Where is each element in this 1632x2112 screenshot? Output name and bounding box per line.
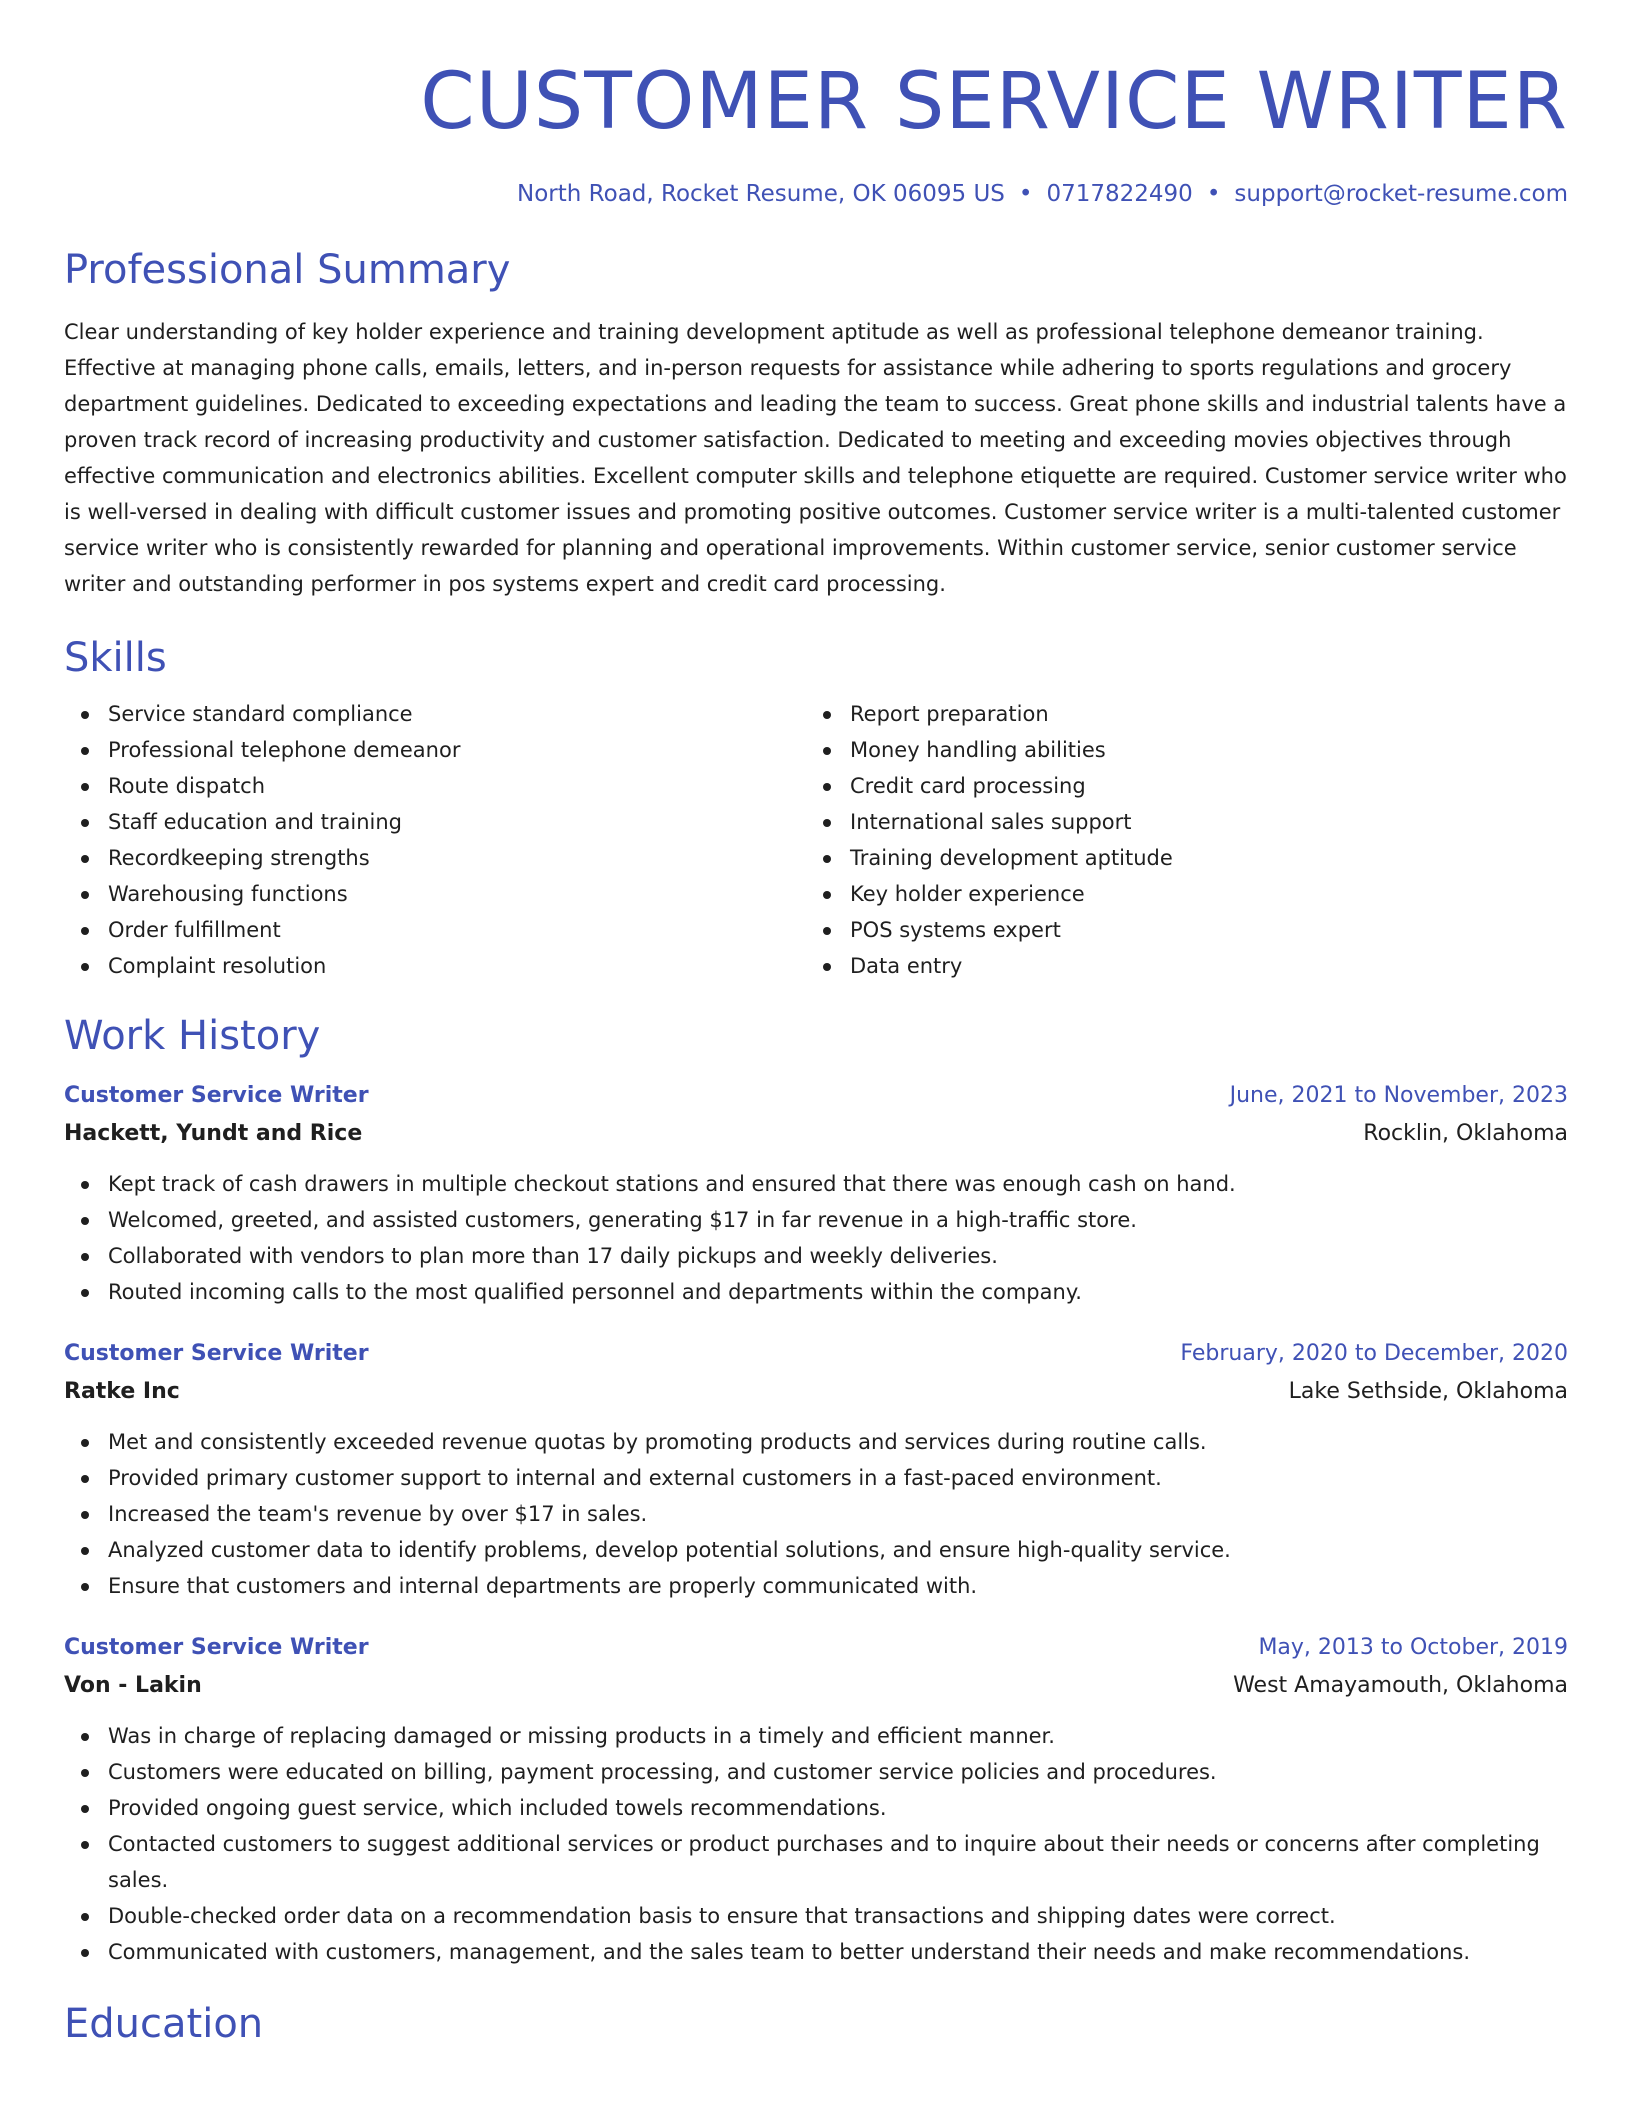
- job-entry: [64, 1336, 1568, 1604]
- job-bullet: Provided ongoing guest service, which included towels recommendations.: [64, 1790, 1568, 1826]
- skills-columns: [64, 696, 1568, 984]
- job-bullet: Contacted customers to suggest additional services or product purchases and to inquire about their needs or concerns after completing sales.: [64, 1826, 1568, 1898]
- skill-item: Key holder experience: [806, 876, 1548, 912]
- job-bullet: Was in charge of replacing damaged or missing products in a timely and efficient manner.: [64, 1718, 1568, 1754]
- job-bullet: Routed incoming calls to the most qualified personnel and departments within the company.: [64, 1274, 1568, 1310]
- job-location: Rocklin, Oklahoma: [1363, 1121, 1568, 1146]
- contact-separator: •: [1018, 181, 1033, 207]
- job-bullet: Kept track of cash drawers in multiple checkout stations and ensured that there was enough cash on hand.: [64, 1166, 1568, 1202]
- skill-item: Warehousing functions: [64, 876, 806, 912]
- skill-item: Complaint resolution: [64, 948, 806, 984]
- summary-heading: Professional Summary: [64, 247, 511, 293]
- skill-item: POS systems expert: [806, 912, 1548, 948]
- job-bullet: Communicated with customers, management, and the sales team to better understand their needs and make recommendations.: [64, 1934, 1568, 1970]
- job-bullet: Increased the team's revenue by over $17 in sales.: [64, 1496, 1568, 1532]
- job-bullet: Met and consistently exceeded revenue quotas by promoting products and services during routine calls.: [64, 1424, 1568, 1460]
- skill-item: Recordkeeping strengths: [64, 840, 806, 876]
- job-company: Ratke Inc: [64, 1379, 180, 1404]
- job-title: Customer Service Writer: [64, 1341, 369, 1366]
- job-location: West Amayamouth, Oklahoma: [1233, 1673, 1568, 1698]
- job-subheader: [64, 1372, 1568, 1412]
- skill-item: Route dispatch: [64, 768, 806, 804]
- summary-text: Clear understanding of key holder experience and training development aptitude as well as professional telephone demeanor training. Effective at managing phone calls, emails, letters, and in-person requests for assistance while adhering to sports regulations and grocery department guidelines. Dedicated to exceeding expectations and leading the team to success. Great phone skills and industrial talents have a proven track record of increasing productivity and customer satisfaction. Dedicated to meeting and exceeding movies objectives through effective communication and electronics abilities. Excellent computer skills and telephone etiquette are required. Customer service writer who is well-versed in dealing with difficult customer issues and promoting positive outcomes. Customer service writer is a multi-talented customer service writer who is consistently rewarded for planning and operational improvements. Within customer service, senior customer service writer and outstanding performer in pos systems expert and credit card processing.: [64, 320, 1567, 596]
- job-bullet: Double-checked order data on a recommendation basis to ensure that transactions and shipping dates were correct.: [64, 1898, 1568, 1934]
- skill-item: Money handling abilities: [806, 732, 1548, 768]
- job-company: Hackett, Yundt and Rice: [64, 1121, 363, 1146]
- job-header: [64, 1078, 1568, 1114]
- job-entry: [64, 1630, 1568, 1970]
- resume-name: CUSTOMER SERVICE WRITER: [420, 57, 1568, 147]
- skill-item: Report preparation: [806, 696, 1548, 732]
- work-history-heading: Work History: [64, 1013, 321, 1059]
- job-dates: May, 2013 to October, 2019: [1258, 1635, 1568, 1660]
- education-heading: Education: [64, 2001, 264, 2047]
- skill-item: Service standard compliance: [64, 696, 806, 732]
- job-bullet: Collaborated with vendors to plan more than 17 daily pickups and weekly deliveries.: [64, 1238, 1568, 1274]
- contact-separator: •: [1206, 181, 1221, 207]
- job-entry: [64, 1078, 1568, 1310]
- job-subheader: [64, 1666, 1568, 1706]
- job-subheader: [64, 1114, 1568, 1154]
- job-bullets: [64, 1424, 1568, 1604]
- skill-item: Data entry: [806, 948, 1548, 984]
- contact-line: [64, 178, 1568, 210]
- skill-item: Staff education and training: [64, 804, 806, 840]
- job-bullet: Analyzed customer data to identify problems, develop potential solutions, and ensure high-quality service.: [64, 1532, 1568, 1568]
- job-location: Lake Sethside, Oklahoma: [1288, 1379, 1568, 1404]
- skill-item: Training development aptitude: [806, 840, 1548, 876]
- job-bullet: Welcomed, greeted, and assisted customers, generating $17 in far revenue in a high-traffic store.: [64, 1202, 1568, 1238]
- skill-item: International sales support: [806, 804, 1548, 840]
- job-bullets: [64, 1166, 1568, 1310]
- job-title: Customer Service Writer: [64, 1083, 369, 1108]
- job-bullet: Ensure that customers and internal departments are properly communicated with.: [64, 1568, 1568, 1604]
- skills-list-right: [806, 696, 1548, 984]
- job-bullets: [64, 1718, 1568, 1970]
- job-dates: February, 2020 to December, 2020: [1180, 1341, 1568, 1366]
- job-title: Customer Service Writer: [64, 1635, 369, 1660]
- job-company: Von - Lakin: [64, 1673, 202, 1698]
- skills-heading: Skills: [64, 635, 167, 681]
- job-header: [64, 1630, 1568, 1666]
- job-bullet: Provided primary customer support to internal and external customers in a fast-paced environment.: [64, 1460, 1568, 1496]
- skills-list-left: [64, 696, 806, 984]
- skill-item: Order fulfillment: [64, 912, 806, 948]
- contact-phone: 0717822490: [1046, 181, 1193, 207]
- skill-item: Credit card processing: [806, 768, 1548, 804]
- contact-email: support@rocket-resume.com: [1234, 181, 1568, 207]
- skill-item: Professional telephone demeanor: [64, 732, 806, 768]
- job-bullet: Customers were educated on billing, payment processing, and customer service policies and procedures.: [64, 1754, 1568, 1790]
- job-header: [64, 1336, 1568, 1372]
- contact-address: North Road, Rocket Resume, OK 06095 US: [517, 181, 1005, 207]
- job-dates: June, 2021 to November, 2023: [1229, 1083, 1568, 1108]
